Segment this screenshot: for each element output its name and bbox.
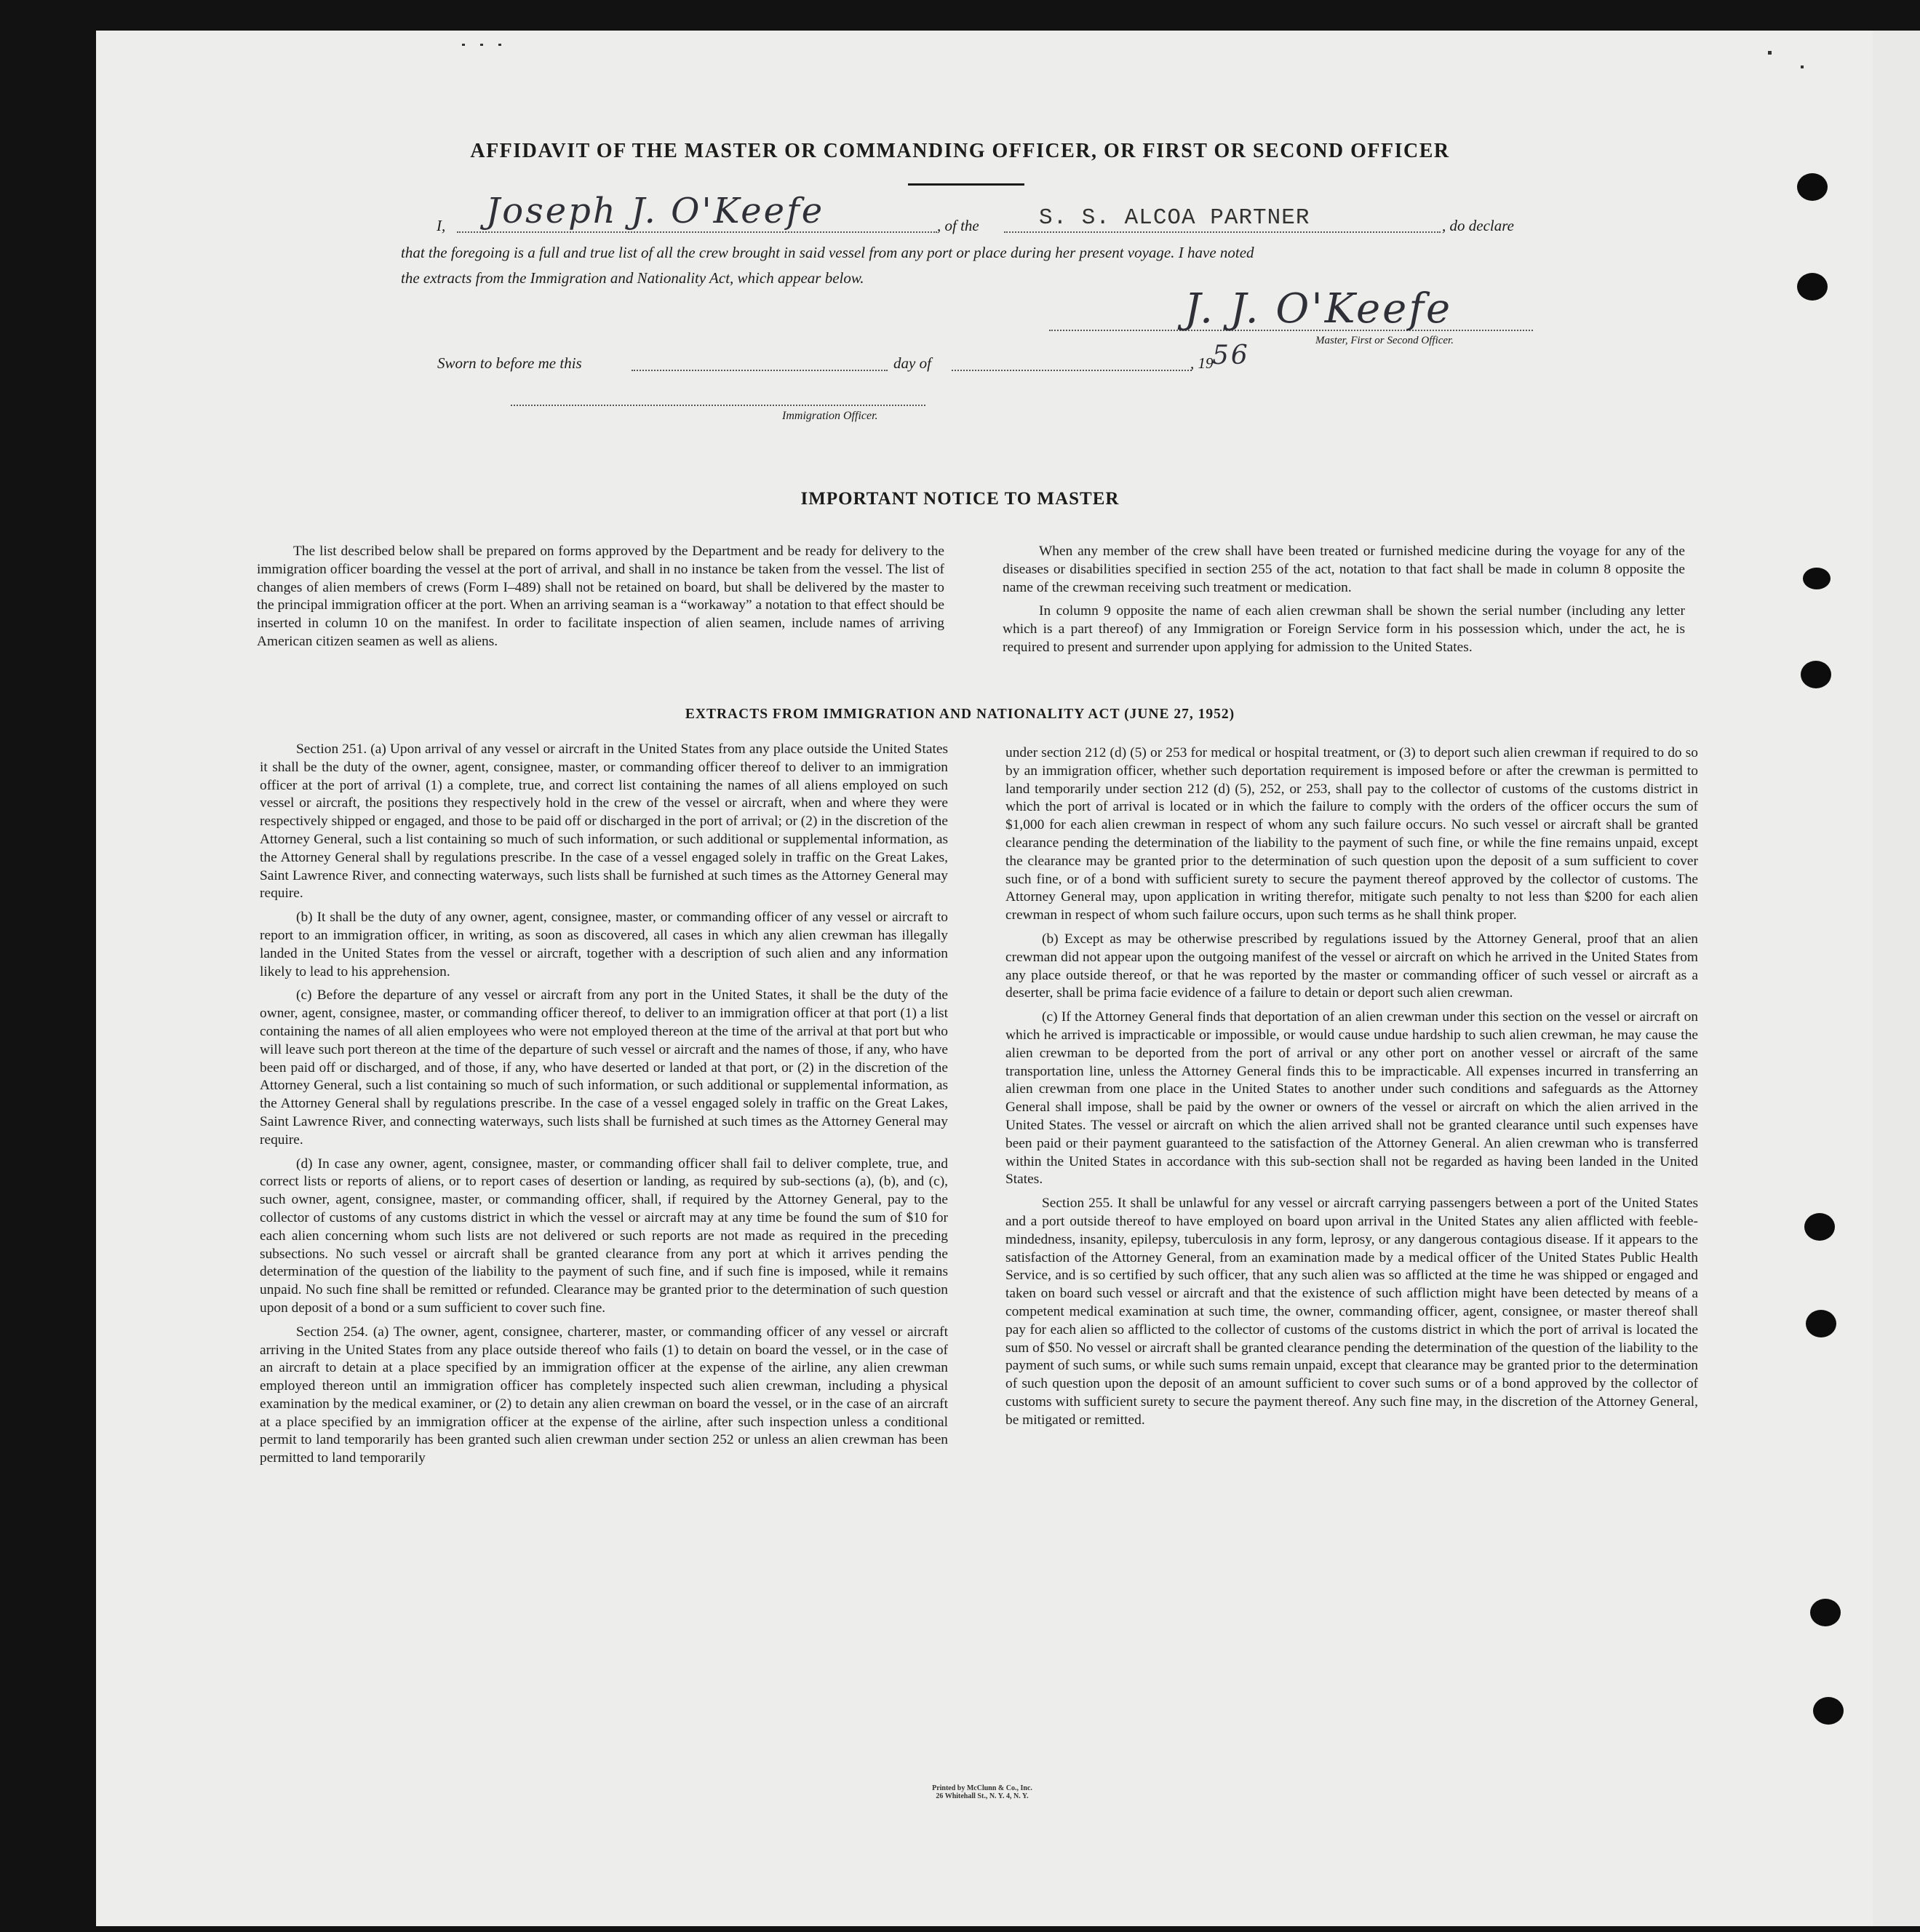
scan-speck [1768,51,1772,55]
punch-hole [1806,1310,1836,1337]
sworn-month-line [952,370,1192,371]
form-title: AFFIDAVIT OF THE MASTER OR COMMANDING OFFICER, OR FIRST OR SECOND OFFICER [470,140,1450,162]
sworn-day-line [632,370,888,371]
extract-paragraph: (c) If the Attorney General finds that deportation of an alien crewman under this section on the vessel or aircraft on which he arrived is impracticable or impossible, or would cause undue hardship to such alien crewman, he may cause the alien crewman to be deported from the port of arrival or any other port on another vessel or aircraft of the same transportation line, unless the Attorney General finds this to be impracticable. All expenses incurred in transferring an alien crewman from one place in the United States to another under such conditions and safeguards as the Attorney General shall impose, shall be paid by the owner or owners of the vessel or aircraft on which the alien arrived in the United States. The vessel or aircraft on which the alien arrived shall not be granted clearance until such expenses have been paid or their payment guaranteed to the satisfaction of the Attorney General. An alien crewman who is transferred within the United States in accordance with this sub-section shall not be regarded as having been landed in the United States. [1005,1009,1698,1188]
notice-right-column [1003,543,1685,663]
extract-paragraph: under section 212 (d) (5) or 253 for medical or hospital treatment, or (3) to deport such alien crewman if required to do so by an immigration officer, whether such deportation requirement is imposed before or after the crewman is permitted to land temporarily under section 212 (d) (5), 252, or 253, shall pay to the collector of customs of the customs district in which the port of arrival is located or in which the failure to comply with the orders of the officer occurs the sum of $1,000 for each alien crewman in respect of whom any such failure occurs. No such vessel or aircraft shall be granted clearance pending the determination of the liability to the payment of such fine, or while the fine remains unpaid, except the clearance may be granted prior to the determination of such question upon the deposit of a sum sufficient to cover such fine, or of a bond with sufficient surety to secure the payment thereof approved by the collector of customs. The Attorney General may, upon application in writing therefor, mitigate such penalty to not less than $200 for each alien crewman in respect of whom such failure occurs, upon such terms as he shall think proper. [1005,745,1698,923]
extract-paragraph: (c) Before the departure of any vessel or aircraft from any port in the United States, it shall be the duty of the owner, agent, consignee, master, or commanding officer thereof, to deliver to an immigration officer at that port (1) a list containing the names of all alien employees who were not employed thereon at the time of the arrival at that port but who will leave such port thereon at the time of the departure of such vessel or aircraft and the names of those, if any, who have been paid off or discharged, and of those, if any, who have deserted or landed at that port, or (2) in the discretion of the Attorney General, such a list containing so much of such information, or such additional or supplemental information, as the Attorney General shall by regulations prescribe. In the case of a vessel engaged solely in traffic on the Great Lakes, Saint Lawrence River, and connecting waterways, such lists shall be furnished at such times as the Attorney General may require. [260,987,948,1148]
punch-hole [1801,661,1831,688]
notice-left-column [257,543,944,657]
signature-handwritten: J. J. O'Keefe [1184,285,1453,333]
extract-paragraph: Section 254. (a) The owner, agent, consignee, charterer, master, or commanding officer of any vessel or aircraft arriving in the United States from any place outside thereof who fails (1) to detain on board the vessel, or in the case of an aircraft to detain at a place specified by an immigration officer at the expense of the airline, any alien crewman employed thereon until an immigration officer has completely inspected such alien crewman, including a physical examination by the medical examiner, or (2) to detain any alien crewman on board the vessel, or in the case of an aircraft at a place specified by an immigration officer at the expense of the airline, after such inspection unless a conditional permit to land temporarily has been granted such alien crewman under section 252 or unless an alien crewman has been permitted to land temporarily [260,1324,948,1466]
extracts-right-column [1005,744,1698,1435]
scan-speck [480,44,483,46]
extract-paragraph: (b) It shall be the duty of any owner, agent, consignee, master, or commanding officer of any vessel or aircraft to report to an immigration officer, in writing, as soon as discovered, all cases in which any alien crewman has illegally landed in the United States from the vessel or aircraft, together with a description of such alien and any information likely to lead to his apprehension. [260,910,948,979]
notice-left-paragraph: The list described below shall be prepared on forms approved by the Department and be ready for delivery to the immigration officer boarding the vessel at the port of arrival, and shall in no instance be taken from the vessel. The list of changes of alien members of crews (Form I–489) shall not be retained on board, but shall be delivered by the master to the principal immigration officer at the port. When an arriving seaman is a “workaway” a notation to that effect should be inserted in column 10 on the manifest. In order to facilitate inspection of alien seamen, include names of arriving American citizen seamen as well as aliens. [257,544,944,649]
printer-line-2: 26 Whitehall St., N. Y. 4, N. Y. [936,1792,1029,1800]
signature-caption: Master, First or Second Officer. [1315,335,1454,346]
declaration-line-3: the extracts from the Immigration and Nationality Act, which appear below. [401,269,864,287]
notice-right-paragraph: When any member of the crew shall have been treated or furnished medicine during the voyage for any of the diseases or disabilities specified in section 255 of the act, notation to that fact shall be made in column 8 opposite the name of the crewman receiving such treatment or medication. [1003,544,1685,595]
immigration-officer-line [511,405,925,406]
scan-speck [1801,65,1804,68]
printer-imprint [873,1784,1091,1800]
declaration-pronoun: I, [437,217,446,234]
vessel-line [1004,231,1441,233]
scan-margin [1873,31,1920,1926]
scan-speck [462,44,465,46]
punch-hole [1810,1599,1841,1626]
immigration-officer-caption: Immigration Officer. [782,410,878,422]
declaration-do-declare: , do declare [1442,217,1514,234]
extracts-left-column [260,741,948,1474]
punch-hole [1804,1213,1835,1241]
extract-paragraph: (b) Except as may be otherwise prescribed by regulations issued by the Attorney General, proof that an alien crewman did not appear upon the outgoing manifest of the vessel or aircraft on which he arrived in the United States from any place outside thereof, or that he was reported by the master or commanding officer of such vessel or aircraft as a deserter, shall be prima facie evidence of a failure to detain or deport such alien crewman. [1005,931,1698,1001]
sworn-year-handwritten: 56 [1212,341,1250,370]
extracts-title: EXTRACTS FROM IMMIGRATION AND NATIONALITY ACT (JUNE 27, 1952) [685,707,1235,722]
printer-line-1: Printed by McClunn & Co., Inc. [932,1784,1032,1792]
notice-title: IMPORTANT NOTICE TO MASTER [800,489,1120,509]
declaration-line-2: that the foregoing is a full and true list of all the crew brought in said vessel from any port or place during her present voyage. I have noted [401,244,1254,261]
sworn-day-of: day of [893,354,931,372]
extract-paragraph: (d) In case any owner, agent, consignee, master, or commanding officer shall fail to deliver complete, true, and correct lists or reports of aliens, or to report cases of desertion or landing, as required by sub-sections (a), (b), and (c), such owner, agent, consignee, master, or commanding officer, shall, if required by the Attorney General, pay to the collector of customs of any customs district in which the vessel or aircraft may at any time be found the sum of $10 for each alien concerning whom such lists are not delivered or such reports are not made as required in the preceding subsections. No such vessel or aircraft shall be granted clearance from any port at which it arrives pending the determination of the question of the liability to the payment of such fine, and if such fine is imposed, while it remains unpaid. No such fine shall be remitted or refunded. Clearance may be granted prior to the determination of such question upon deposit of a bond or a sum sufficient to cover such fine. [260,1156,948,1316]
declaration-of-the: , of the [937,217,979,234]
scan-speck [498,44,501,46]
punch-hole [1803,568,1831,589]
punch-hole [1797,173,1828,201]
signer-name-handwritten: Joseph J. O'Keefe [486,191,825,231]
name-line [457,231,937,233]
punch-hole [1813,1697,1844,1725]
vessel-name: S. S. ALCOA PARTNER [1039,205,1310,231]
extract-paragraph: Section 251. (a) Upon arrival of any vessel or aircraft in the United States from any place outside the United States it shall be the duty of the owner, agent, consignee, master, or commanding officer thereof to deliver to an immigration officer at the port of arrival (1) a complete, true, and correct list containing the names of all aliens employed on such vessel or aircraft, the positions they respectively hold in the crew of the vessel or aircraft, when and where they were respectively shipped or engaged, and those to be paid off or discharged in the port of arrival; or (2) in the discretion of the Attorney General, such a list containing so much of such information, or such additional or supplemental information, as the Attorney General shall by regulations prescribe. In the case of a vessel engaged solely in traffic on the Great Lakes, Saint Lawrence River, and connecting waterways, such lists shall be furnished at such times as the Attorney General may require. [260,742,948,902]
title-underline [908,183,1024,186]
sworn-label: Sworn to before me this [437,354,582,372]
punch-hole [1797,273,1828,301]
sworn-year-prefix: , 19 [1190,354,1214,372]
extract-paragraph: Section 255. It shall be unlawful for any vessel or aircraft carrying passengers between a port of the United States and a port outside thereof to have employed on board upon arrival in the United States any alien afflicted with feeble-mindedness, insanity, epilepsy, tuberculosis in any form, leprosy, or any dangerous contagious disease. If it appears to the satisfaction of the Attorney General, from an examination made by a medical officer of the United States Public Health Service, and is so certified by such officer, that any such alien was so afflicted at the time he was shipped or engaged and taken on board such vessel or aircraft and that the existence of such affliction might have been detected by means of a competent medical examination at such time, the owner, commanding officer, agent, consignee, or master thereof shall pay for each alien so afflicted to the collector of customs of the customs district in which the port of arrival is located the sum of $50. No vessel or aircraft shall be granted clearance pending the determination of the question of the liability to the payment of such sums, or while such sums remain unpaid, except that clearance may be granted prior to the determination of such question upon the deposit of an amount sufficient to cover such sums or of a bond approved by the collector of customs with sufficient surety to secure the payment thereof. Any such fine may, in the discretion of the Attorney General, be mitigated or remitted. [1005,1196,1698,1428]
notice-right-paragraph: In column 9 opposite the name of each alien crewman shall be shown the serial number (including any letter which is a part thereof) of any Immigration or Foreign Service form in his possession which, under the act, he is required to present and surrender upon applying for admission to the United States. [1003,603,1685,655]
